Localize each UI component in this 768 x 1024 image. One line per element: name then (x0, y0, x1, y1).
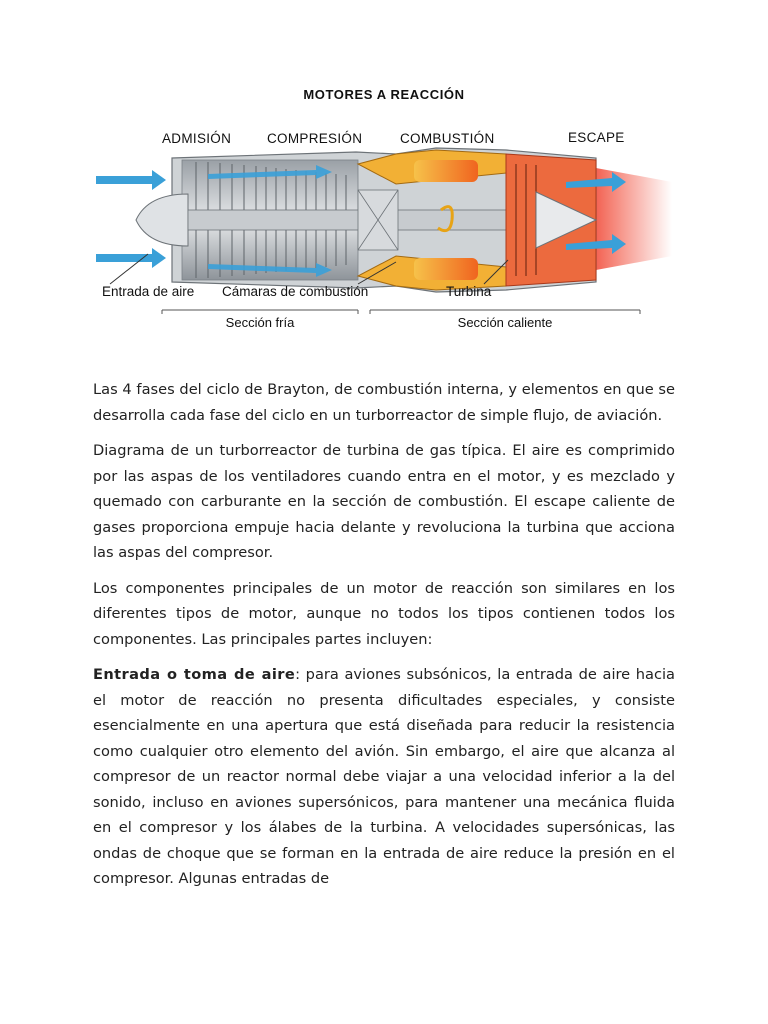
paragraph-4-text: : para aviones subsónicos, la entrada de aire hacia el motor de reacción no presenta dificultades especiales, y consiste esencialmente en una apertura que está diseñada para reducir la resistencia como cualquier otro elemento del avión. Sin embargo, el aire que alcanza al compresor de un reactor normal debe viajar a una velocidad inferior a la del sonido, incluso en aviones supersónicos, para mantener una mecánica fluida en el compresor y los álabes de la turbina. A velocidades supersónicas, las ondas de choque que se forman en la entrada de aire reduce la presión en el compresor. Algunas entradas de (93, 666, 675, 887)
paragraph-4 (93, 662, 675, 892)
jet-engine-diagram (96, 124, 672, 340)
term-air-intake: Entrada o toma de aire (93, 666, 296, 683)
paragraph-2: Diagrama de un turborreactor de turbina de gas típica. El aire es comprimido por las aspas de los ventiladores cuando entra en el motor, y es mezclado y quemado con carburante en la sección de combustión. El escape caliente de gases proporciona empuje hacia delante y revoluciona la turbina que acciona las aspas del compresor. (93, 442, 675, 561)
paragraph-1: Las 4 fases del ciclo de Brayton, de combustión interna, y elementos en que se desarrolla cada fase del ciclo en un turborreactor de simple flujo, de aviación. (93, 381, 675, 424)
part-label-combustion-chambers: Cámaras de combustión (222, 284, 369, 299)
part-label-turbine: Turbina (446, 284, 492, 299)
flame-top (414, 160, 478, 182)
section-label-cold: Sección fría (225, 315, 295, 330)
section-label-hot: Sección caliente (457, 315, 553, 330)
body-text (93, 377, 675, 902)
inlet-spinner (136, 194, 188, 246)
phase-label-combustion: COMBUSTIÓN (400, 131, 495, 146)
bracket-hot-section (370, 310, 640, 314)
paragraph-3: Los componentes principales de un motor de reacción son similares en los diferentes tipos de motor, aunque no todos los tipos contienen todos los componentes. Las principales partes incluyen: (93, 579, 675, 648)
bracket-cold-section (162, 310, 358, 314)
phase-label-escape: ESCAPE (568, 130, 625, 145)
part-label-air-intake: Entrada de aire (102, 284, 195, 299)
flame-bottom (414, 258, 478, 280)
figure-title: MOTORES A REACCIÓN (303, 87, 465, 102)
engine-shaft (188, 210, 518, 230)
phase-label-admision: ADMISIÓN (162, 131, 232, 146)
phase-label-compresion: COMPRESIÓN (267, 131, 363, 146)
